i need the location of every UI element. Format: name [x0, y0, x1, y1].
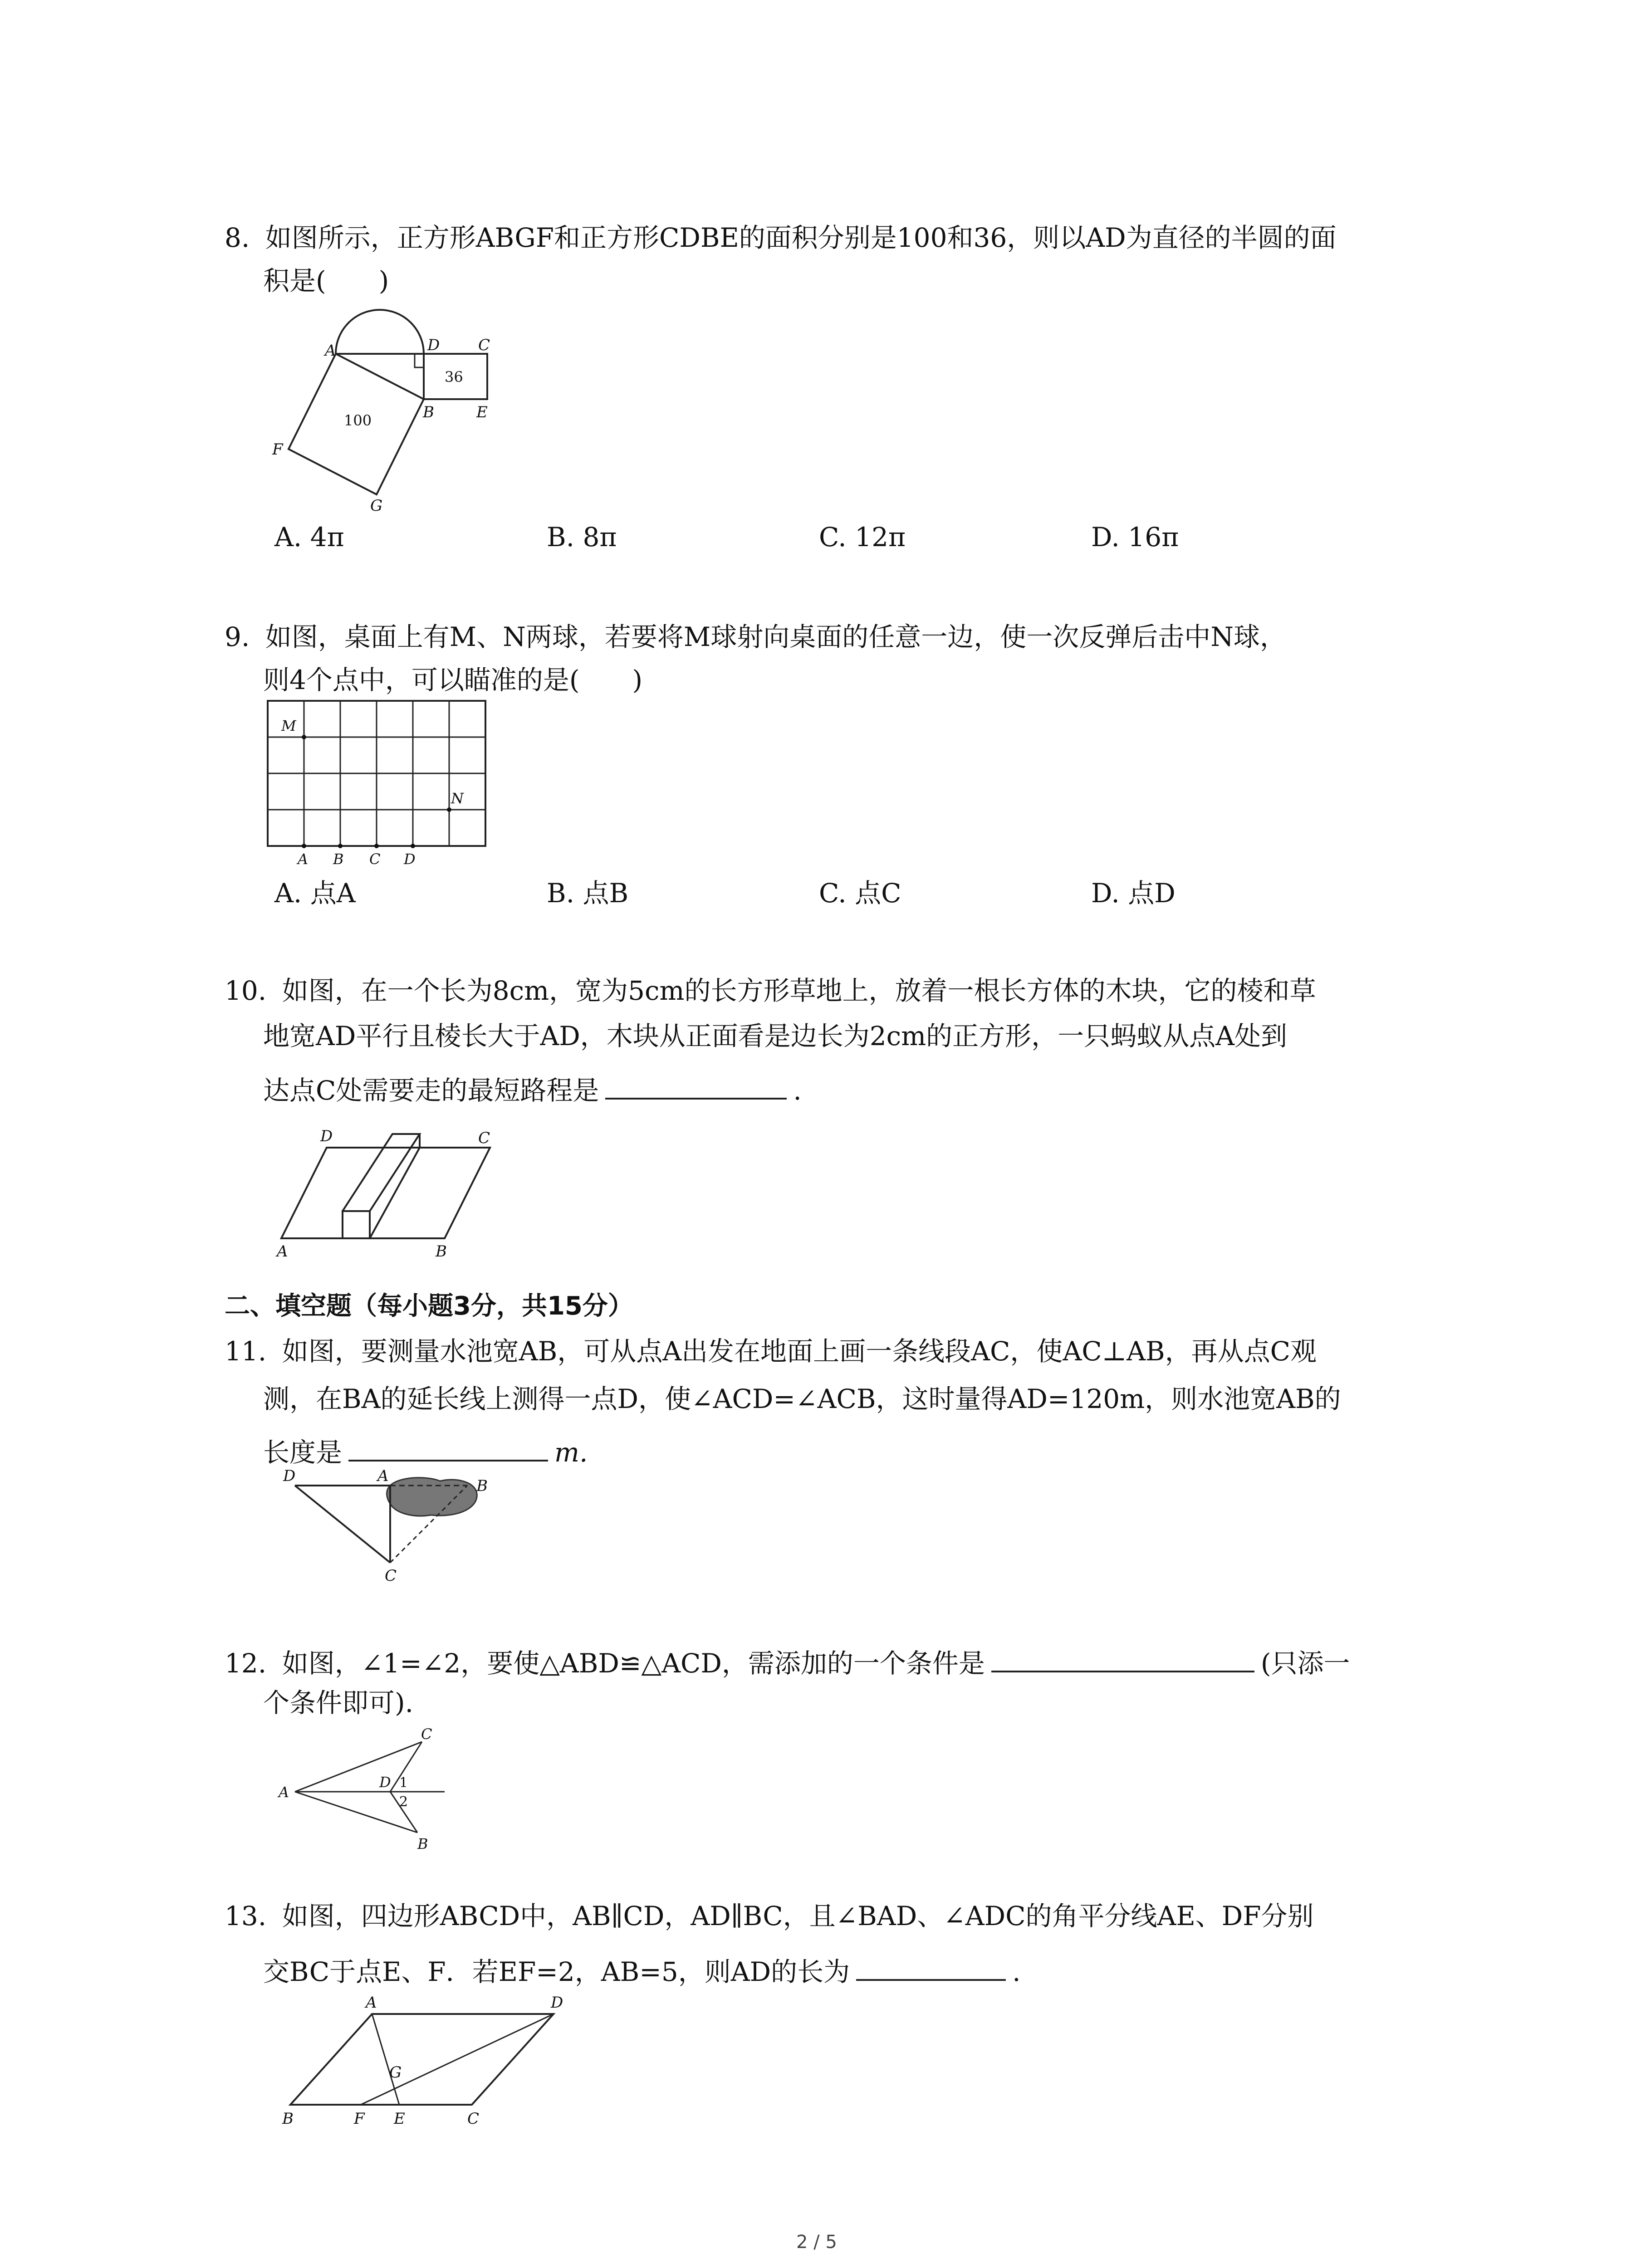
q9-number: 9. — [225, 621, 250, 652]
q8-label-F: F — [272, 440, 283, 459]
q8-area-36: 36 — [445, 368, 463, 386]
q11-label-B: B — [476, 1477, 488, 1495]
q13-text-2: 交BC于点E、F．若EF=2，AB=5，则AD的长为 — [263, 1956, 850, 1987]
q9-label-M: M — [281, 717, 296, 734]
q9-line2: 则4个点中，可以瞄准的是( ) — [263, 665, 643, 695]
page-number: 2 / 5 — [796, 2232, 837, 2253]
q11-label-A: A — [377, 1467, 389, 1485]
q8-line1 — [225, 222, 1337, 253]
q9-label-B: B — [333, 850, 344, 868]
q12-line2: 个条件即可). — [263, 1687, 414, 1718]
q12-label-B: B — [417, 1835, 428, 1853]
q9-option-a: A. 点A — [274, 878, 356, 909]
q9-option-d: D. 点D — [1091, 878, 1176, 909]
q8-label-G: G — [370, 497, 383, 515]
q13-label-B: B — [282, 2110, 294, 2128]
q13-label-A: A — [366, 1994, 377, 2012]
q9-label-D: D — [404, 850, 416, 868]
q13-text-2-end: . — [1012, 1956, 1021, 1987]
q11-text-3: 长度是 — [263, 1437, 343, 1468]
q12-label-D: D — [379, 1774, 391, 1791]
q9-option-b: B. 点B — [547, 878, 629, 909]
q8-label-D: D — [427, 336, 440, 354]
q11-line1 — [225, 1336, 1317, 1367]
q13-number: 13. — [225, 1901, 267, 1931]
q8-label-E: E — [476, 403, 488, 421]
q8-text-1: 如图所示，正方形ABGF和正方形CDBE的面积分别是100和36，则以AD为直径的半圆的面 — [265, 222, 1337, 253]
q8-label-A: A — [325, 342, 336, 360]
q12-label-C: C — [421, 1725, 432, 1743]
q12-text-1: 如图，∠1=∠2，要使△ABD≌△ACD，需添加的一个条件是 — [282, 1648, 985, 1679]
q11-line2: 测，在BA的延长线上测得一点D，使∠ACD=∠ACB，这时量得AD=120m，则水池宽AB的 — [263, 1383, 1341, 1414]
q10-line1 — [225, 975, 1316, 1006]
q10-text-3: 达点C处需要走的最短路程是 — [263, 1075, 599, 1106]
q8-label-C: C — [478, 336, 490, 354]
q13-label-F: F — [354, 2110, 365, 2128]
q11-text-1: 如图，要测量水池宽AB，可从点A出发在地面上画一条线段AC，使AC⊥AB，再从点C观 — [282, 1336, 1317, 1367]
q8-figure — [268, 308, 540, 517]
q9-label-C: C — [369, 850, 381, 868]
q11-line3 — [263, 1433, 588, 1466]
q11-label-C: C — [385, 1567, 397, 1585]
q11-number: 11. — [225, 1336, 267, 1367]
q12-line1 — [225, 1644, 1350, 1677]
q10-number: 10. — [225, 975, 267, 1006]
q13-figure — [277, 1991, 585, 2136]
q12-label-1: 1 — [399, 1775, 408, 1791]
q8-option-b: B. 8π — [547, 522, 617, 552]
q9-line1 — [225, 621, 1287, 652]
section-heading: 二、填空题（每小题3分，共15分） — [225, 1291, 633, 1321]
q12-number: 12. — [225, 1648, 267, 1679]
q10-label-D: D — [320, 1127, 333, 1145]
q13-label-D: D — [551, 1994, 563, 2012]
q11-text-3-end: m. — [554, 1437, 588, 1468]
q11-answer-blank[interactable] — [348, 1433, 548, 1461]
q13-answer-blank[interactable] — [856, 1953, 1006, 1981]
q9-label-A: A — [298, 850, 309, 868]
q13-line2 — [263, 1953, 1021, 1985]
q11-figure — [277, 1467, 513, 1585]
q11-label-D: D — [283, 1467, 296, 1485]
q8-area-100: 100 — [344, 412, 372, 429]
q13-text-1: 如图，四边形ABCD中，AB∥CD，AD∥BC，且∠BAD、∠ADC的角平分线AE、DF分别 — [282, 1901, 1314, 1931]
q10-figure — [277, 1129, 513, 1261]
q10-line2: 地宽AD平行且棱长大于AD，木块从正面看是边长为2cm的正方形，一只蚂蚁从点A处到 — [263, 1021, 1288, 1051]
q8-label-B: B — [423, 403, 434, 421]
q12-figure — [277, 1724, 467, 1860]
q9-text-1: 如图，桌面上有M、N两球，若要将M球射向桌面的任意一边，使一次反弹后击中N球， — [265, 621, 1287, 652]
q10-text-3-end: . — [793, 1075, 802, 1106]
q13-line1 — [225, 1903, 1314, 1929]
q8-option-a: A. 4π — [274, 522, 344, 552]
q12-answer-blank[interactable] — [991, 1644, 1254, 1672]
q13-label-C: C — [467, 2110, 480, 2128]
q9-label-N: N — [451, 790, 464, 807]
q13-label-E: E — [394, 2110, 405, 2128]
q13-label-G: G — [389, 2063, 402, 2082]
q12-text-1-end: (只添一 — [1260, 1648, 1350, 1679]
q12-label-2: 2 — [399, 1794, 408, 1810]
q8-option-c: C. 12π — [819, 522, 906, 552]
q10-label-A: A — [277, 1242, 288, 1261]
q8-number: 8. — [225, 222, 250, 253]
q10-label-B: B — [436, 1242, 447, 1261]
q9-figure — [268, 701, 495, 882]
q10-line3 — [263, 1071, 802, 1104]
q10-text-1: 如图，在一个长为8cm，宽为5cm的长方形草地上，放着一根长方体的木块，它的棱和草 — [282, 975, 1316, 1006]
q10-answer-blank[interactable] — [605, 1071, 787, 1100]
q12-label-A: A — [279, 1784, 289, 1801]
q8-line2: 积是( ) — [263, 265, 389, 296]
q10-label-C: C — [478, 1129, 490, 1147]
q8-option-d: D. 16π — [1091, 522, 1179, 552]
q9-option-c: C. 点C — [819, 878, 901, 909]
